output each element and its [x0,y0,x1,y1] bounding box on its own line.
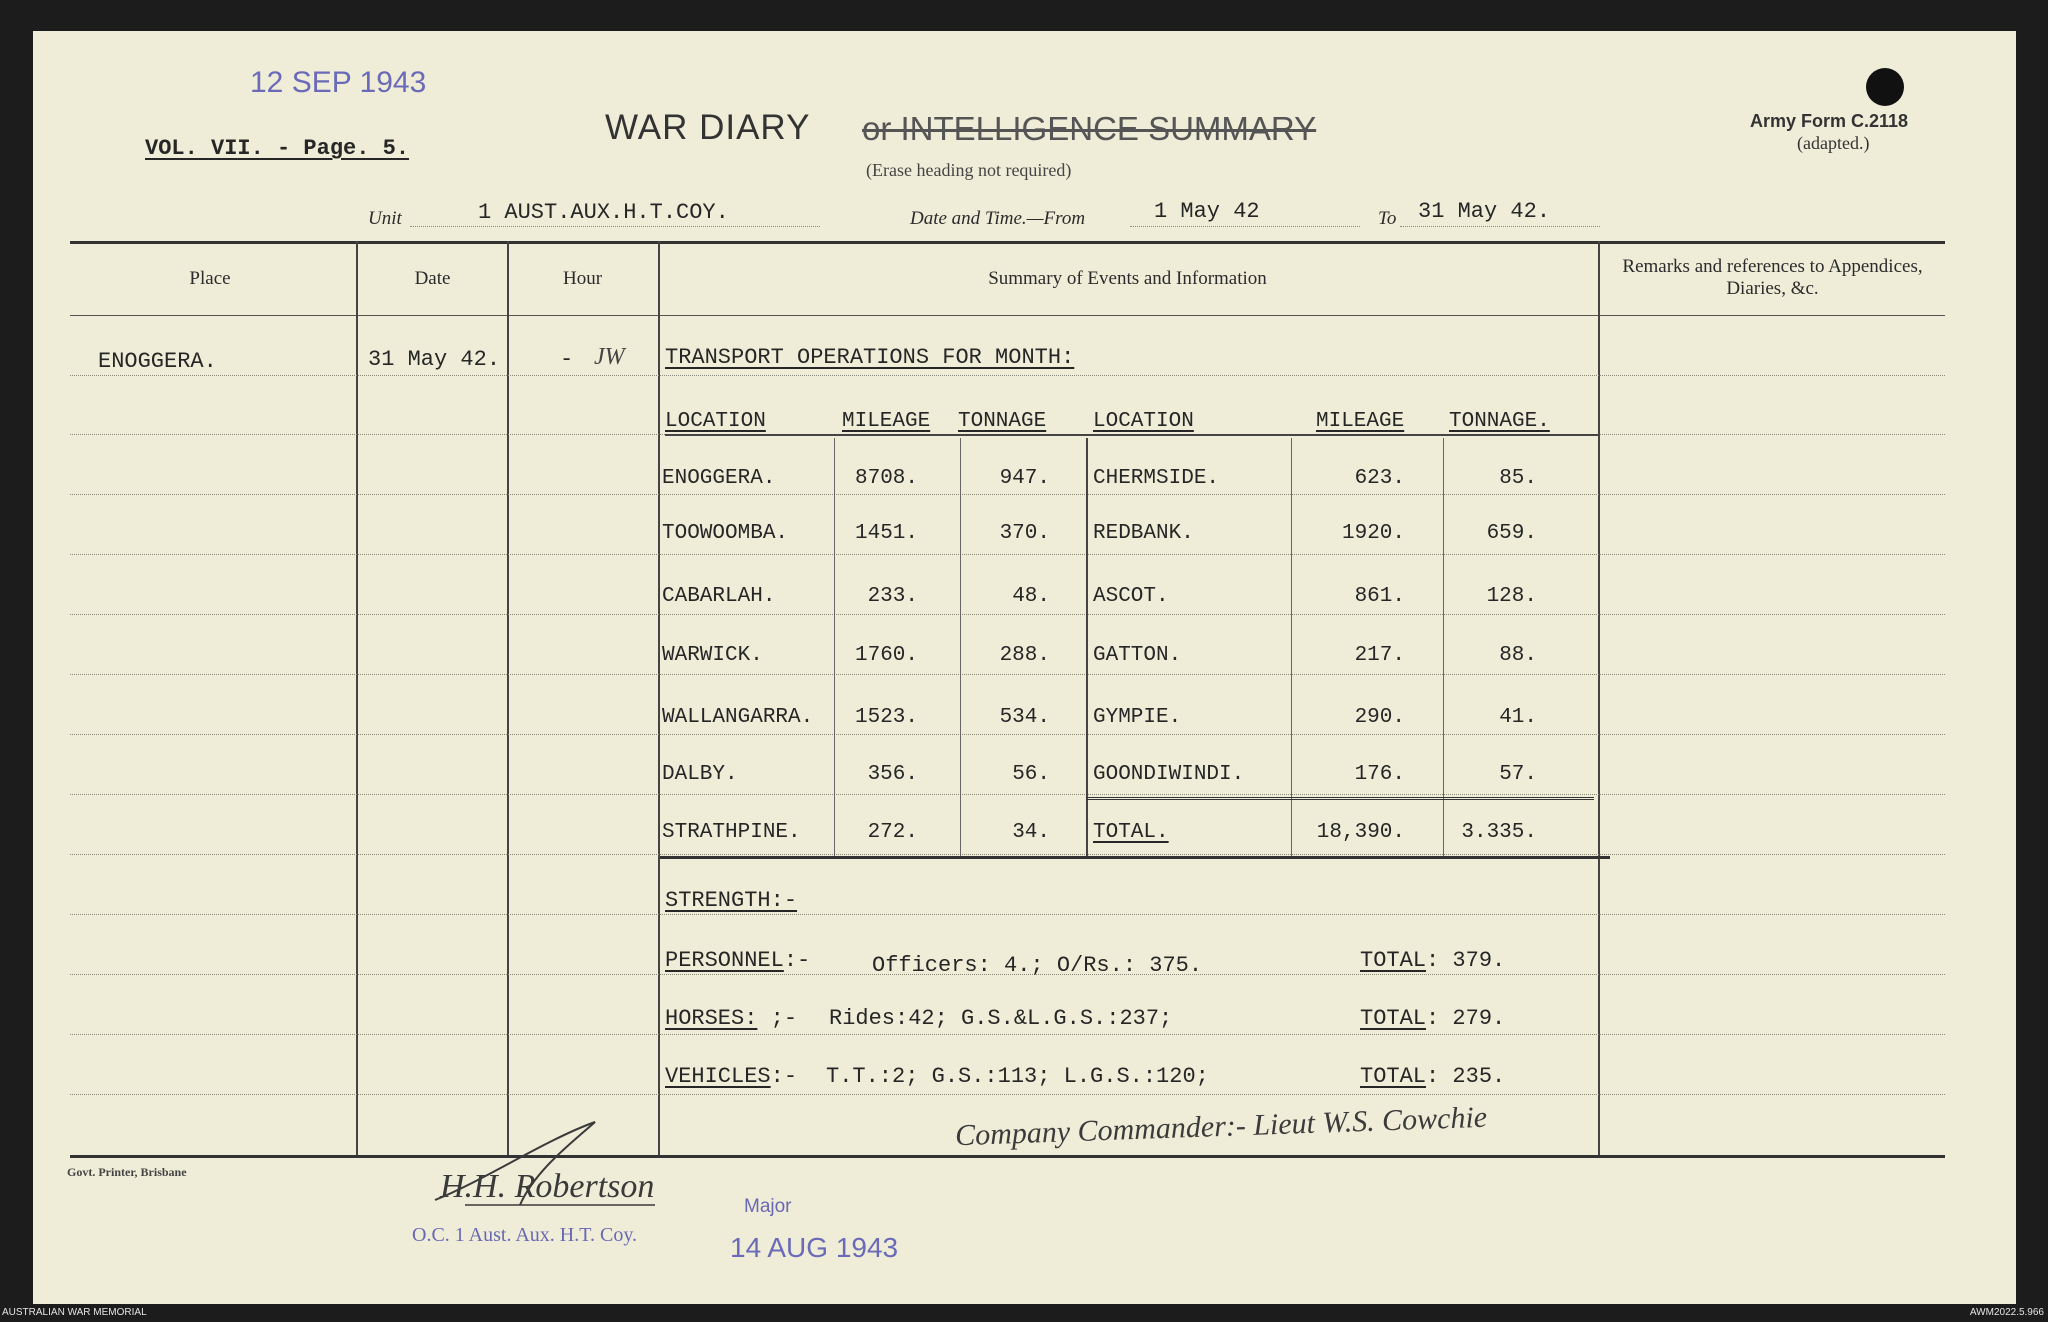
table-bottom-border [70,1155,1945,1158]
row-rule [70,674,1945,675]
place-column-divider [356,241,358,1155]
tonnage-cell: 41. [1499,706,1537,729]
oc-signature: H.H. Robertson [440,1168,655,1205]
transport-header-rule [665,434,1600,436]
footer-institution: AUSTRALIAN WAR MEMORIAL [2,1307,147,1318]
total-label: TOTAL. [1093,821,1169,844]
horses-row [665,1006,797,1031]
row-rule [70,1094,1945,1095]
oc-caption: O.C. 1 Aust. Aux. H.T. Coy. [412,1224,638,1246]
date-from-value: 1 May 42 [1154,199,1260,224]
unit-value: 1 AUST.AUX.H.T.COY. [478,200,729,225]
strength-heading: STRENGTH:- [665,888,798,913]
printer-note: Govt. Printer, Brisbane [67,1165,187,1179]
date-header: Date [414,268,451,289]
form-adapted: (adapted.) [1797,133,1870,153]
location-cell: CHERMSIDE. [1093,467,1220,490]
hour-initials: JW [594,344,625,370]
col-mileage-1: MILEAGE [842,410,931,433]
transport-col-line [1086,438,1088,858]
mileage-cell: 1920. [1341,522,1405,545]
unit-label: Unit [368,208,402,229]
mileage-cell: 1451. [854,522,918,545]
location-cell: ENOGGERA. [662,467,776,490]
tonnage-cell: 57. [1499,763,1537,786]
location-cell: GYMPIE. [1093,706,1182,729]
entry-place: ENOGGERA. [98,349,217,374]
mileage-cell: 176. [1354,763,1405,786]
row-rule [70,494,1945,495]
struck-heading: or INTELLIGENCE SUMMARY [862,110,1317,147]
vehicles-total [1360,1064,1505,1089]
tonnage-cell: 85. [1499,467,1537,490]
vol-page-label: VOL. VII. - Page. 5. [145,136,410,161]
from-dotted-line [1130,226,1360,227]
row-rule [70,914,1945,915]
table-header-border [70,315,1945,316]
mileage-cell: 217. [1354,644,1405,667]
tonnage-cell: 34. [1012,821,1050,844]
horses-suffix: ;- [757,1006,798,1031]
remarks-header: Remarks and references to Appendices, Diaries, &c. [1622,256,1923,299]
location-cell: ASCOT. [1093,585,1169,608]
place-header: Place [189,268,231,289]
mileage-cell: 1760. [854,644,918,667]
transport-col-line [834,438,835,858]
mileage-cell: 1523. [854,706,918,729]
horses-total [1360,1006,1505,1031]
mileage-cell: 290. [1354,706,1405,729]
date-column-divider [507,241,509,1155]
row-rule [70,375,1945,376]
personnel-label: PERSONNEL [665,948,784,973]
mileage-cell: 8708. [854,467,918,490]
vehicles-label: VEHICLES [665,1064,771,1089]
horses-total-label: TOTAL [1360,1006,1427,1031]
entry-date: 31 May 42. [368,347,501,372]
to-dotted-line [1400,226,1600,227]
transport-col-line [960,438,961,858]
summary-header: Summary of Events and Information [988,268,1267,289]
form-number: Army Form C.2118 [1750,111,1909,131]
horses-label: HORSES: [665,1006,758,1031]
oc-rank: Major [744,1196,792,1217]
total-mileage: 18,390. [1316,821,1405,844]
date-to-value: 31 May 42. [1418,199,1551,224]
received-stamp: 12 SEP 1943 [250,66,427,99]
row-rule [70,794,1945,795]
row-rule [70,734,1945,735]
horses-detail: Rides:42; G.S.&L.G.S.:237; [829,1006,1173,1031]
personnel-detail: Officers: 4.; O/Rs.: 375. [872,953,1203,978]
punch-hole [1866,68,1904,106]
col-tonnage-1: TONNAGE [958,410,1047,433]
mileage-cell: 356. [867,763,918,786]
page-title: WAR DIARY [605,108,811,147]
transport-col-line [1443,438,1444,858]
location-cell: STRATHPINE. [662,821,801,844]
vehicles-row [665,1064,797,1089]
location-cell: REDBANK. [1093,522,1194,545]
tonnage-cell: 88. [1499,644,1537,667]
table-top-border [70,241,1945,244]
tonnage-cell: 659. [1486,522,1537,545]
personnel-total-label: TOTAL [1360,948,1427,973]
mileage-cell: 623. [1354,467,1405,490]
location-cell: GATTON. [1093,644,1182,667]
tonnage-cell: 56. [1012,763,1050,786]
vehicles-detail: T.T.:2; G.S.:113; L.G.S.:120; [826,1064,1209,1089]
location-cell: TOOWOOMBA. [662,522,789,545]
location-cell: DALBY. [662,763,738,786]
personnel-suffix: :- [783,948,811,973]
tonnage-cell: 370. [999,522,1050,545]
transport-bottom-rule [660,856,1610,859]
col-location-1: LOCATION [665,410,766,433]
personnel-total [1360,948,1505,973]
vehicles-total-value: : 235. [1426,1064,1506,1089]
tonnage-cell: 534. [999,706,1050,729]
commander-signature: Company Commander:- Lieut W.S. Cowchie [954,1100,1488,1153]
total-top-rule [1086,797,1594,800]
mileage-cell: 233. [867,585,918,608]
col-location-2: LOCATION [1093,410,1194,433]
date-from-label: Date and Time.—From [910,208,1086,229]
vehicles-total-label: TOTAL [1360,1064,1427,1089]
unit-dotted-line [410,226,820,227]
transport-heading: TRANSPORT OPERATIONS FOR MONTH: [665,345,1075,370]
entry-hour: - [560,347,574,372]
mileage-cell: 861. [1354,585,1405,608]
location-cell: CABARLAH. [662,585,776,608]
personnel-total-value: : 379. [1426,948,1506,973]
tonnage-cell: 947. [999,467,1050,490]
mileage-cell: 272. [867,821,918,844]
footer-accession: AWM2022.5.966 [1969,1307,2044,1318]
location-cell: WARWICK. [662,644,763,667]
row-rule [70,1034,1945,1035]
row-rule [70,554,1945,555]
location-cell: WALLANGARRA. [662,706,814,729]
date-stamp: 14 AUG 1943 [730,1232,899,1263]
tonnage-cell: 48. [1012,585,1050,608]
personnel-row [665,948,810,973]
date-to-label: To [1378,208,1397,229]
vehicles-suffix: :- [770,1064,798,1089]
tonnage-cell: 128. [1486,585,1537,608]
summary-column-divider [1598,241,1600,1155]
transport-col-line [1291,438,1292,858]
erase-note: (Erase heading not required) [866,160,1072,180]
col-mileage-2: MILEAGE [1316,410,1405,433]
location-cell: GOONDIWINDI. [1093,763,1245,786]
row-rule [70,854,1945,855]
tonnage-cell: 288. [999,644,1050,667]
horses-total-value: : 279. [1426,1006,1506,1031]
hour-header: Hour [562,268,603,289]
col-tonnage-2: TONNAGE. [1449,410,1550,433]
row-rule [70,614,1945,615]
total-tonnage: 3.335. [1461,821,1537,844]
hour-column-divider [658,241,660,1155]
